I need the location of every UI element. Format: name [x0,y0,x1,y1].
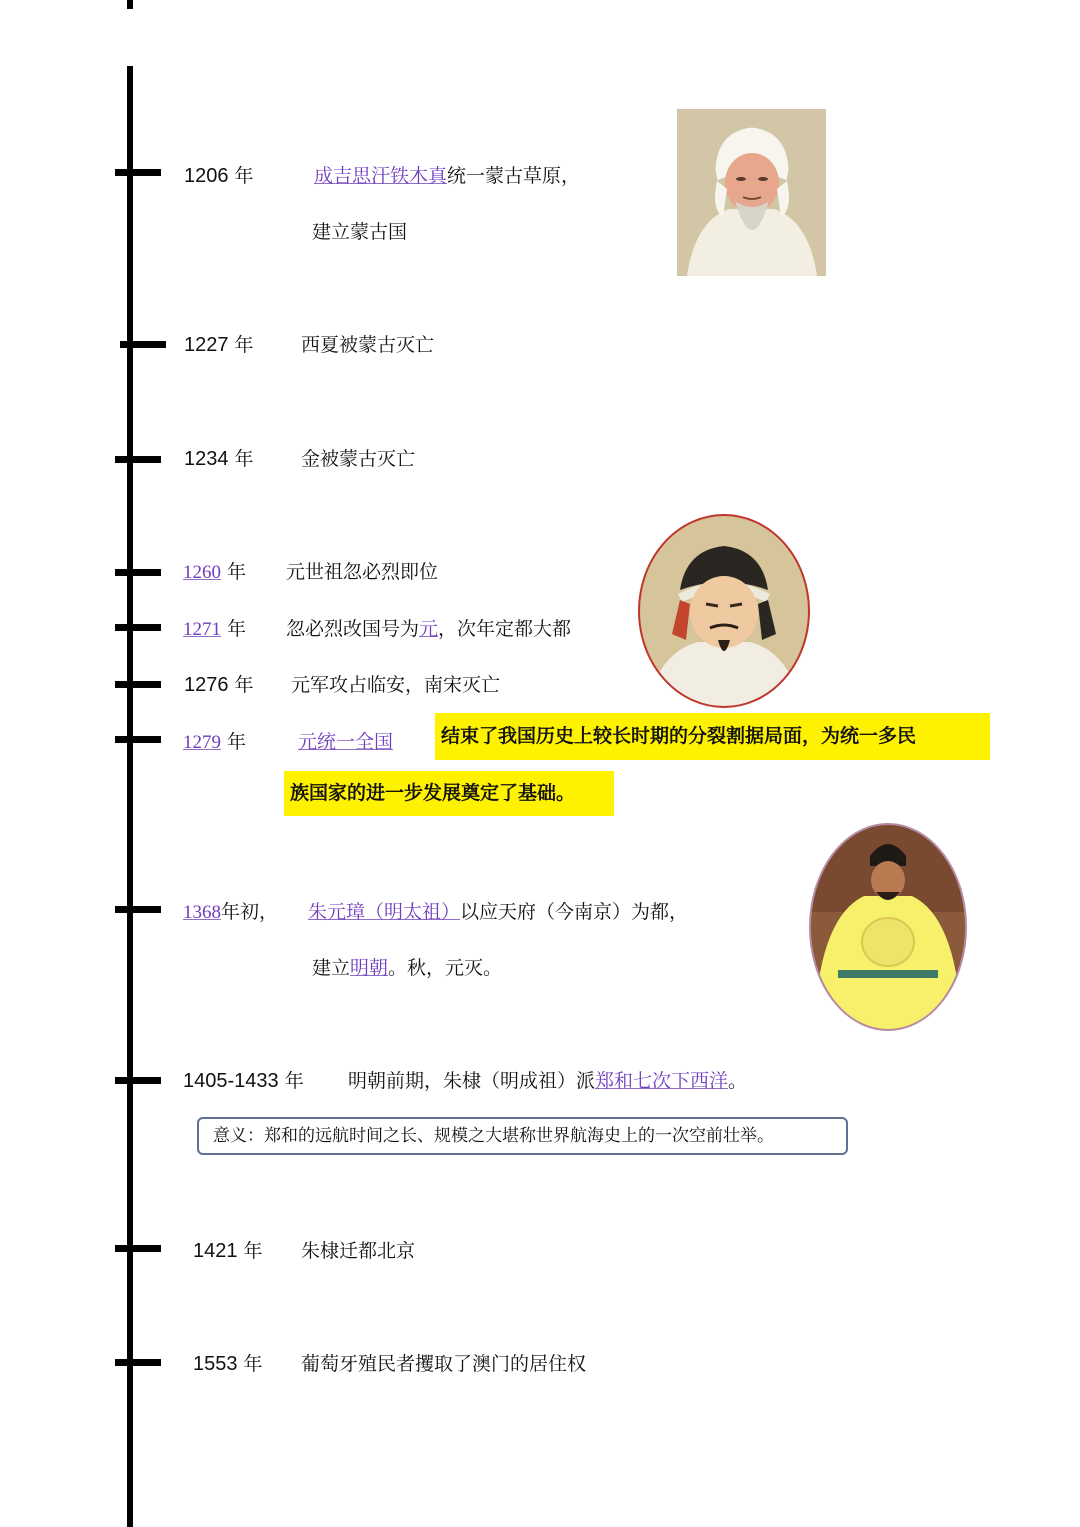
axis-top-mark [127,0,133,9]
zhu-yuanzhang-portrait-icon [808,822,968,1032]
timeline-axis [127,66,133,1527]
event-text: 。 [728,1070,748,1092]
event-text: 忽必烈改国号为 [286,618,420,640]
portrait-svg [677,109,826,276]
event-1553-year [193,1352,263,1376]
year-link-1279[interactable]: 1279 [183,732,221,753]
event-link-unification[interactable]: 元统一全国 [298,732,394,753]
event-1271-year [183,617,246,642]
event-1206-text [314,164,580,189]
year-number: 1421 [193,1240,238,1262]
year-number: 1206 [184,165,229,187]
timeline-tick [115,569,161,576]
event-1368-text [308,900,688,925]
portrait-svg [808,822,968,1032]
year-number: 1234 [184,448,229,470]
timeline-tick [115,681,161,688]
event-1421-text: 朱棣迁都北京 [301,1240,416,1262]
year-unit: 年 [234,334,254,356]
event-1271-text [286,617,571,642]
timeline-tick [115,1245,161,1252]
event-1206-line2: 建立蒙古国 [312,221,408,243]
year-number: 1227 [184,334,229,356]
highlight-significance-line1: 结束了我国历史上较长时期的分裂割据局面，为统一多民 [435,713,990,760]
year-link-1271[interactable]: 1271 [183,619,221,640]
event-1279-year [183,730,246,755]
person-link-genghis[interactable]: 成吉思汗铁木真 [314,166,448,187]
significance-note-text: 意义：郑和的远航时间之长、规模之大堪称世界航海史上的一次空前壮举。 [213,1126,774,1146]
timeline-tick [115,736,161,743]
person-link-zhu-yuanzhang[interactable]: 朱元璋（明太祖） [308,902,461,923]
year-unit: 年 [243,1240,263,1262]
year-link-1260[interactable]: 1260 [183,562,221,583]
timeline-tick [115,624,161,631]
event-1206-year [184,164,254,188]
genghis-khan-portrait-icon [677,109,826,276]
event-1405-year [183,1069,304,1093]
event-text: 。秋，元灭。 [388,957,503,979]
year-number: 1405-1433 [183,1070,279,1092]
event-1368-year [183,900,278,925]
event-text: 建立 [312,957,351,979]
timeline-tick [115,1077,161,1084]
event-text: 统一蒙古草原， [447,165,581,187]
timeline-tick [115,1359,161,1366]
timeline-tick [115,906,161,913]
year-number: 1276 [184,674,229,696]
event-text: ，次年定都大都 [438,618,572,640]
year-unit: 年 [227,561,247,583]
event-1276-year [184,673,254,697]
year-unit: 年 [284,1070,304,1092]
portrait-svg [636,512,812,710]
kublai-khan-portrait-icon [636,512,812,710]
event-text: 明朝前期，朱棣（明成祖）派 [348,1070,596,1092]
year-unit: 年 [243,1353,263,1375]
event-1227-year [184,333,254,357]
event-1234-text: 金被蒙古灭亡 [301,448,416,470]
year-unit: 年 [234,165,254,187]
event-1260-year [183,560,246,585]
event-1368-line2 [312,956,502,981]
timeline-tick [115,456,161,463]
event-1553-text: 葡萄牙殖民者攫取了澳门的居住权 [301,1353,587,1375]
year-unit: 年初， [221,901,279,923]
year-number: 1553 [193,1353,238,1375]
event-1227-text: 西夏被蒙古灭亡 [301,334,435,356]
event-1234-year [184,447,254,471]
event-1421-year [193,1239,263,1263]
timeline-tick [115,169,161,176]
event-1276-text: 元军攻占临安，南宋灭亡 [291,674,501,696]
dynasty-link-yuan[interactable]: 元 [419,619,439,640]
event-text: 以应天府（今南京）为都， [460,901,689,923]
event-1279-text [298,730,393,755]
event-1405-text [348,1069,747,1094]
year-unit: 年 [234,448,254,470]
timeline-tick [120,341,166,348]
dynasty-link-ming[interactable]: 明朝 [350,958,389,979]
event-1260-text: 元世祖忽必烈即位 [286,561,439,583]
year-link-1368[interactable]: 1368 [183,902,221,923]
year-unit: 年 [227,618,247,640]
event-link-zheng-he[interactable]: 郑和七次下西洋 [595,1071,729,1092]
significance-note-box [197,1117,848,1155]
year-unit: 年 [227,731,247,753]
year-unit: 年 [234,674,254,696]
highlight-significance-line2: 族国家的进一步发展奠定了基础。 [284,771,614,816]
